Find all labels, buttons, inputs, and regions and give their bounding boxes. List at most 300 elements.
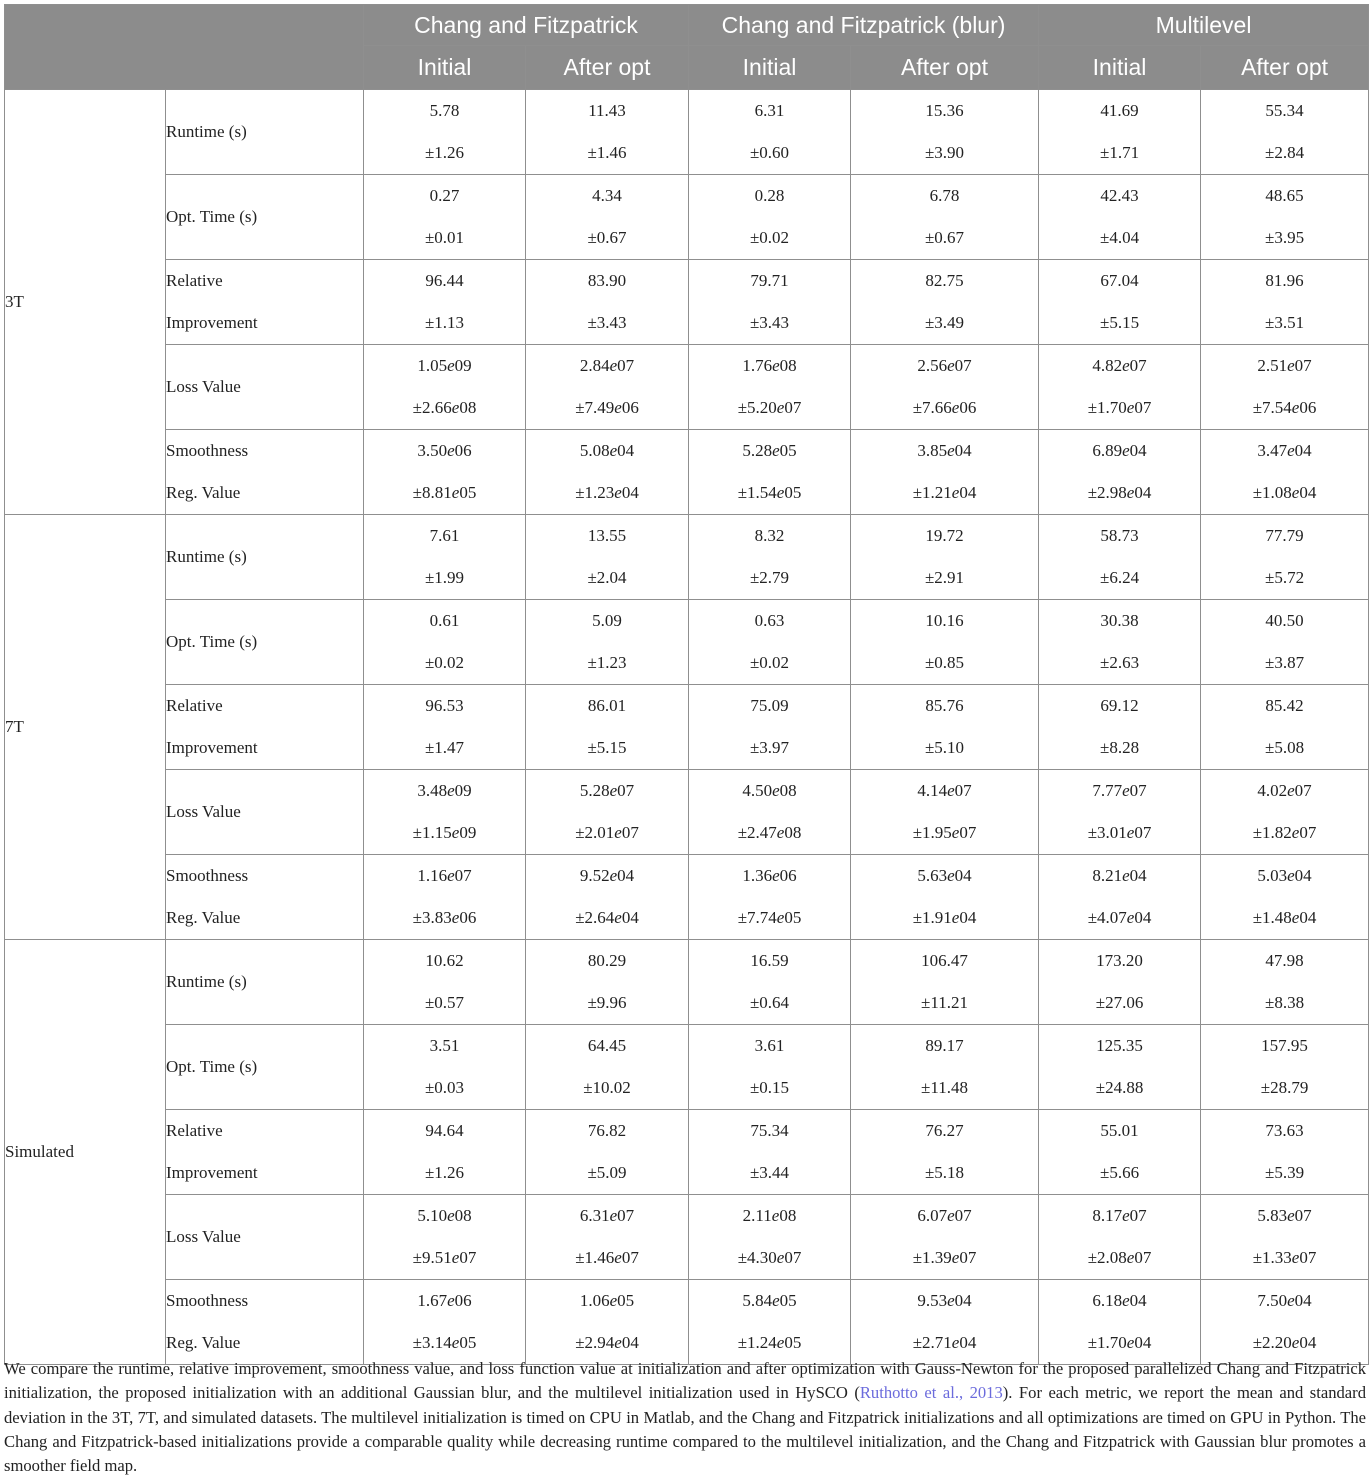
mean-value: 3.47e04 [1257,441,1312,460]
metric-label-line: Relative [166,696,223,715]
dataset-label: Simulated [5,940,166,1365]
mean-value: 5.78 [429,101,460,120]
std-value: ±1.71 [1099,143,1140,162]
std-value: ±2.71e04 [912,1333,977,1352]
std-value: ±3.90 [924,143,965,162]
mean-value: 0.27 [429,186,460,205]
table-row [5,175,1369,260]
std-value: ±1.24e05 [737,1333,802,1352]
mean-value: 76.27 [925,1121,964,1140]
value-cell [1039,1280,1201,1365]
value-cell [851,600,1039,685]
std-value: ±3.97 [749,738,790,757]
mean-value: 8.17e07 [1092,1206,1147,1225]
std-value: ±1.70e04 [1087,1333,1152,1352]
mean-value: 4.34 [592,186,622,205]
std-value: ±0.64 [749,993,790,1012]
metric-label-line: Loss Value [166,802,241,821]
table-body [5,90,1369,1365]
group-header: Chang and Fitzpatrick [364,5,689,46]
mean-value: 83.90 [587,271,627,290]
std-value: ±28.79 [1260,1078,1309,1097]
mean-value: 1.36e06 [742,866,797,885]
value-cell [1201,515,1369,600]
mean-value: 75.09 [750,696,789,715]
value-cell [851,770,1039,855]
std-value: ±7.49e06 [575,398,639,417]
std-value: ±0.02 [749,228,790,247]
std-value: ±2.91 [924,568,965,587]
value-cell [851,1110,1039,1195]
mean-value: 13.55 [587,526,627,545]
value-cell [526,1195,689,1280]
value-cell [526,685,689,770]
std-value: ±2.79 [749,568,790,587]
mean-value: 16.59 [750,951,789,970]
value-cell [364,685,526,770]
std-value: ±1.82e07 [1252,823,1317,842]
metric-label-line: Improvement [166,1163,258,1182]
std-value: ±0.67 [924,228,965,247]
value-cell [1201,345,1369,430]
table-row [5,1025,1369,1110]
mean-value: 5.63e04 [917,866,972,885]
value-cell [689,1280,851,1365]
subheader: Initial [1039,46,1201,90]
metric-label-line: Runtime (s) [166,972,247,991]
value-cell [1039,90,1201,175]
value-cell [1201,1195,1369,1280]
mean-value: 1.06e05 [579,1291,635,1310]
value-cell [364,175,526,260]
subheader: Initial [364,46,526,90]
value-cell [851,345,1039,430]
metric-label-line: Reg. Value [166,908,241,927]
value-cell [1039,515,1201,600]
mean-value: 1.16e07 [417,866,472,885]
mean-value: 5.10e08 [417,1206,472,1225]
mean-value: 0.61 [429,611,460,630]
value-cell [1201,940,1369,1025]
std-value: ±2.08e07 [1087,1248,1152,1267]
mean-value: 2.84e07 [579,356,635,375]
mean-value: 85.76 [925,696,964,715]
metric-label-line: Smoothness [166,441,249,460]
mean-value: 67.04 [1100,271,1139,290]
std-value: ±1.46 [587,143,627,162]
std-value: ±4.07e04 [1087,908,1152,927]
value-cell [1201,260,1369,345]
std-value: ±3.43 [749,313,790,332]
value-cell [689,345,851,430]
mean-value: 5.84e05 [742,1291,797,1310]
value-cell [689,600,851,685]
mean-value: 6.07e07 [917,1206,972,1225]
mean-value: 19.72 [925,526,964,545]
value-cell [1039,855,1201,940]
value-cell [1201,1280,1369,1365]
results-table [4,4,1369,1365]
std-value: ±3.01e07 [1087,823,1152,842]
std-value: ±3.87 [1264,653,1305,672]
std-value: ±2.66e08 [412,398,477,417]
mean-value: 6.31e07 [579,1206,635,1225]
metric-label-line: Reg. Value [166,1333,241,1352]
std-value: ±1.99 [424,568,465,587]
value-cell [526,600,689,685]
value-cell [1039,685,1201,770]
metric-label-line: Loss Value [166,1227,241,1246]
std-value: ±5.18 [924,1163,965,1182]
mean-value: 8.32 [754,526,785,545]
std-value: ±1.95e07 [912,823,977,842]
table-row [5,855,1369,940]
std-value: ±3.14e05 [412,1333,477,1352]
value-cell [526,90,689,175]
value-cell [526,260,689,345]
value-cell [1039,1025,1201,1110]
value-cell [1201,770,1369,855]
metric-label [166,940,364,1025]
std-value: ±0.85 [924,653,965,672]
std-value: ±1.23e04 [575,483,639,502]
std-value: ±10.02 [583,1078,631,1097]
value-cell [689,770,851,855]
table-row [5,260,1369,345]
mean-value: 11.43 [588,101,626,120]
table-row [5,685,1369,770]
metric-label-line: Smoothness [166,866,249,885]
std-value: ±11.21 [921,993,968,1012]
value-cell [851,175,1039,260]
mean-value: 2.11e08 [742,1206,797,1225]
std-value: ±1.26 [424,143,465,162]
value-cell [1201,855,1369,940]
std-value: ±5.15 [1099,313,1140,332]
mean-value: 6.18e04 [1092,1291,1147,1310]
std-value: ±5.66 [1099,1163,1140,1182]
dataset-label: 7T [5,515,166,940]
metric-label-line: Smoothness [166,1291,249,1310]
std-value: ±2.64e04 [575,908,639,927]
mean-value: 1.67e06 [417,1291,472,1310]
mean-value: 15.36 [925,101,964,120]
mean-value: 10.62 [425,951,464,970]
std-value: ±0.15 [749,1078,790,1097]
subheader: After opt [1201,46,1369,90]
mean-value: 64.45 [587,1036,627,1055]
subheader: After opt [851,46,1039,90]
std-value: ±4.30e07 [737,1248,802,1267]
mean-value: 7.50e04 [1257,1291,1312,1310]
std-value: ±8.81e05 [412,483,477,502]
mean-value: 73.63 [1265,1121,1304,1140]
std-value: ±3.83e06 [412,908,477,927]
table-row [5,600,1369,685]
std-value: ±1.54e05 [737,483,802,502]
metric-label [166,770,364,855]
metric-label [166,1280,364,1365]
mean-value: 10.16 [925,611,964,630]
std-value: ±5.20e07 [737,398,802,417]
std-value: ±1.39e07 [912,1248,977,1267]
value-cell [526,940,689,1025]
value-cell [526,345,689,430]
std-value: ±1.08e04 [1252,483,1317,502]
mean-value: 79.71 [750,271,789,290]
value-cell [364,1025,526,1110]
value-cell [1201,685,1369,770]
mean-value: 5.83e07 [1257,1206,1312,1225]
mean-value: 86.01 [587,696,627,715]
table-row [5,1280,1369,1365]
metric-label-line: Opt. Time (s) [166,207,258,226]
caption-text: ). For each metric, we report the mean and standard deviation in the 3T, 7T, and simulated datasets. The multilevel initialization is timed on CPU in Matlab, and the Chang and Fitzpatrick initializations and all optimizations are timed on GPU in Python. The Chang and Fitzpatrick-based initializations provide a comparable quality while decreasing runtime compared to the multilevel initialization, and the Chang and Fitzpatrick with Gaussian blur promotes a smoother field map. [4,1383,1366,1476]
value-cell [851,940,1039,1025]
std-value: ±3.51 [1264,313,1305,332]
mean-value: 3.61 [754,1036,785,1055]
value-cell [364,770,526,855]
std-value: ±7.74e05 [737,908,802,927]
std-value: ±1.23 [587,653,627,672]
mean-value: 3.48e09 [417,781,472,800]
value-cell [1201,90,1369,175]
table-row [5,345,1369,430]
mean-value: 80.29 [587,951,627,970]
table-row [5,515,1369,600]
std-value: ±1.46e07 [575,1248,639,1267]
std-value: ±2.04 [587,568,627,587]
std-value: ±3.49 [924,313,965,332]
mean-value: 69.12 [1100,696,1139,715]
value-cell [1039,1110,1201,1195]
metric-label [166,855,364,940]
mean-value: 5.09 [592,611,622,630]
mean-value: 82.75 [925,271,964,290]
std-value: ±0.03 [424,1078,465,1097]
mean-value: 89.17 [925,1036,964,1055]
std-value: ±0.57 [424,993,465,1012]
metric-label [166,685,364,770]
value-cell [364,1195,526,1280]
std-value: ±7.66e06 [912,398,977,417]
mean-value: 42.43 [1100,186,1139,205]
std-value: ±8.38 [1264,993,1305,1012]
value-cell [851,1025,1039,1110]
mean-value: 47.98 [1265,951,1304,970]
std-value: ±1.48e04 [1252,908,1317,927]
std-value: ±9.51e07 [412,1248,477,1267]
value-cell [364,260,526,345]
value-cell [851,90,1039,175]
value-cell [689,685,851,770]
std-value: ±2.98e04 [1087,483,1152,502]
std-value: ±1.47 [424,738,465,757]
value-cell [364,1110,526,1195]
value-cell [1201,175,1369,260]
value-cell [851,685,1039,770]
value-cell [1039,940,1201,1025]
value-cell [364,345,526,430]
citation-link[interactable]: Ruthotto et al., 2013 [859,1383,1003,1403]
header-corner [5,5,364,90]
group-header: Multilevel [1039,5,1369,46]
value-cell [1039,260,1201,345]
mean-value: 157.95 [1261,1036,1308,1055]
std-value: ±0.60 [749,143,790,162]
value-cell [526,430,689,515]
value-cell [689,175,851,260]
mean-value: 2.51e07 [1257,356,1312,375]
std-value: ±7.54e06 [1252,398,1317,417]
metric-label [166,1025,364,1110]
value-cell [1039,175,1201,260]
value-cell [851,1280,1039,1365]
value-cell [364,855,526,940]
mean-value: 96.53 [425,696,464,715]
mean-value: 6.78 [929,186,960,205]
std-value: ±4.04 [1099,228,1140,247]
subheader: After opt [526,46,689,90]
value-cell [526,1025,689,1110]
mean-value: 48.65 [1265,186,1304,205]
value-cell [689,940,851,1025]
std-value: ±5.08 [1264,738,1305,757]
value-cell [526,855,689,940]
value-cell [1039,770,1201,855]
mean-value: 6.31 [754,101,785,120]
value-cell [364,940,526,1025]
metric-label [166,345,364,430]
value-cell [1039,430,1201,515]
std-value: ±1.26 [424,1163,465,1182]
value-cell [689,1110,851,1195]
table-row [5,770,1369,855]
value-cell [364,1280,526,1365]
value-cell [851,260,1039,345]
table-row [5,1110,1369,1195]
value-cell [689,1195,851,1280]
mean-value: 3.50e06 [417,441,472,460]
mean-value: 7.61 [429,526,460,545]
mean-value: 94.64 [425,1121,464,1140]
std-value: ±8.28 [1099,738,1140,757]
mean-value: 4.14e07 [917,781,972,800]
std-value: ±1.15e09 [412,823,477,842]
value-cell [1201,430,1369,515]
table-caption [4,1357,1366,1478]
table-header [5,5,1369,90]
value-cell [526,175,689,260]
mean-value: 7.77e07 [1092,781,1147,800]
value-cell [526,770,689,855]
value-cell [526,1110,689,1195]
mean-value: 5.28e05 [742,441,797,460]
metric-label-line: Reg. Value [166,483,241,502]
mean-value: 9.53e04 [917,1291,972,1310]
std-value: ±2.47e08 [737,823,802,842]
std-value: ±27.06 [1095,993,1144,1012]
std-value: ±1.33e07 [1252,1248,1317,1267]
mean-value: 4.50e08 [742,781,797,800]
table-row [5,1195,1369,1280]
std-value: ±5.10 [924,738,965,757]
value-cell [851,855,1039,940]
std-value: ±0.67 [587,228,627,247]
value-cell [689,90,851,175]
mean-value: 106.47 [921,951,968,970]
mean-value: 76.82 [587,1121,627,1140]
std-value: ±2.63 [1099,653,1140,672]
std-value: ±5.09 [587,1163,627,1182]
metric-label-line: Loss Value [166,377,241,396]
mean-value: 40.50 [1265,611,1304,630]
metric-label-line: Runtime (s) [166,122,247,141]
dataset-label: 3T [5,90,166,515]
std-value: ±5.15 [587,738,627,757]
mean-value: 173.20 [1096,951,1143,970]
metric-label [166,90,364,175]
std-value: ±2.20e04 [1252,1333,1317,1352]
value-cell [851,430,1039,515]
mean-value: 3.51 [429,1036,460,1055]
subheader: Initial [689,46,851,90]
value-cell [851,1195,1039,1280]
std-value: ±2.84 [1264,143,1305,162]
mean-value: 1.05e09 [417,356,472,375]
value-cell [689,1025,851,1110]
metric-label-line: Opt. Time (s) [166,1057,258,1076]
metric-label [166,1195,364,1280]
mean-value: 4.82e07 [1092,356,1147,375]
metric-label [166,430,364,515]
std-value: ±0.01 [424,228,465,247]
mean-value: 30.38 [1100,611,1139,630]
mean-value: 6.89e04 [1092,441,1147,460]
value-cell [1039,600,1201,685]
mean-value: 125.35 [1096,1036,1143,1055]
mean-value: 8.21e04 [1092,866,1147,885]
value-cell [364,90,526,175]
std-value: ±0.02 [749,653,790,672]
value-cell [364,600,526,685]
std-value: ±1.91e04 [912,908,977,927]
mean-value: 9.52e04 [579,866,635,885]
value-cell [1039,1195,1201,1280]
value-cell [526,1280,689,1365]
table-row [5,430,1369,515]
metric-label-line: Opt. Time (s) [166,632,258,651]
value-cell [526,515,689,600]
std-value: ±3.43 [587,313,627,332]
std-value: ±2.01e07 [575,823,639,842]
metric-label [166,260,364,345]
metric-label [166,515,364,600]
std-value: ±24.88 [1095,1078,1144,1097]
mean-value: 5.08e04 [579,441,635,460]
std-value: ±1.70e07 [1087,398,1152,417]
mean-value: 1.76e08 [742,356,797,375]
mean-value: 58.73 [1100,526,1139,545]
metric-label [166,1110,364,1195]
metric-label-line: Runtime (s) [166,547,247,566]
std-value: ±5.72 [1264,568,1305,587]
mean-value: 75.34 [750,1121,789,1140]
mean-value: 5.28e07 [579,781,635,800]
std-value: ±3.95 [1264,228,1305,247]
metric-label [166,600,364,685]
group-header: Chang and Fitzpatrick (blur) [689,5,1039,46]
